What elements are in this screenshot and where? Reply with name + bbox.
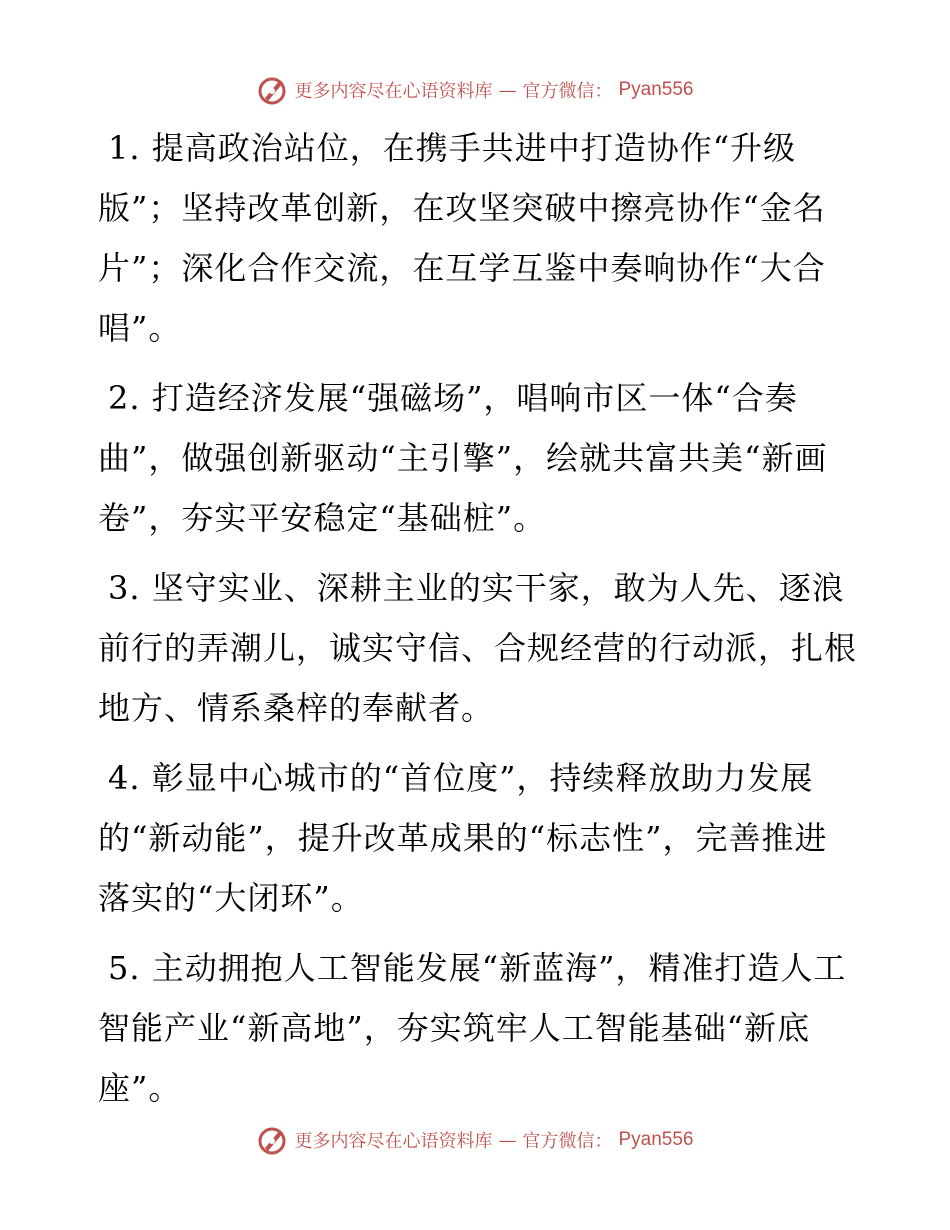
document-body bbox=[98, 118, 858, 1128]
watermark-wechat-handle: Pyan556 bbox=[618, 79, 694, 100]
watermark-site-text: 更多内容尽在心语资料库 bbox=[294, 81, 493, 102]
watermark-wechat-label: 官方微信： bbox=[522, 1131, 613, 1152]
header-watermark bbox=[0, 70, 950, 110]
watermark-dash: — bbox=[498, 79, 517, 101]
paragraph-4: 4. 彰显中心城市的“首位度”，持续释放助力发展的“新动能”，提升改革成果的“标志性”，完善推进落实的“大闭环”。 bbox=[98, 759, 828, 917]
paragraph-1: 1. 提高政治站位，在携手共进中打造协作“升级版”；坚持改革创新，在攻坚突破中擦亮协作“金名片”；深化合作交流，在互学互鉴中奏响协作“大合唱”。 bbox=[98, 129, 826, 347]
footer-watermark bbox=[0, 1120, 950, 1160]
pen-circle-logo-icon bbox=[256, 1124, 288, 1156]
paragraph-2: 2. 打造经济发展“强磁场”，唱响市区一体“合奏曲”，做强创新驱动“主引擎”，绘就共富共美“新画卷”，夯实平安稳定“基础桩”。 bbox=[98, 379, 828, 537]
paragraph-3: 3. 坚守实业、深耕主业的实干家，敢为人先、逐浪前行的弄潮儿，诚实守信、合规经营的行动派，扎根地方、情系桑梓的奉献者。 bbox=[98, 569, 858, 727]
watermark-site-text: 更多内容尽在心语资料库 bbox=[294, 1131, 493, 1152]
watermark-wechat-handle: Pyan556 bbox=[618, 1129, 694, 1150]
pen-circle-logo-icon bbox=[256, 74, 288, 106]
watermark-dash: — bbox=[498, 1129, 517, 1151]
watermark-wechat-label: 官方微信： bbox=[522, 81, 613, 102]
paragraph-5: 5. 主动拥抱人工智能发展“新蓝海”，精准打造人工智能产业“新高地”，夯实筑牢人工智能基础“新底座”。 bbox=[98, 949, 847, 1107]
